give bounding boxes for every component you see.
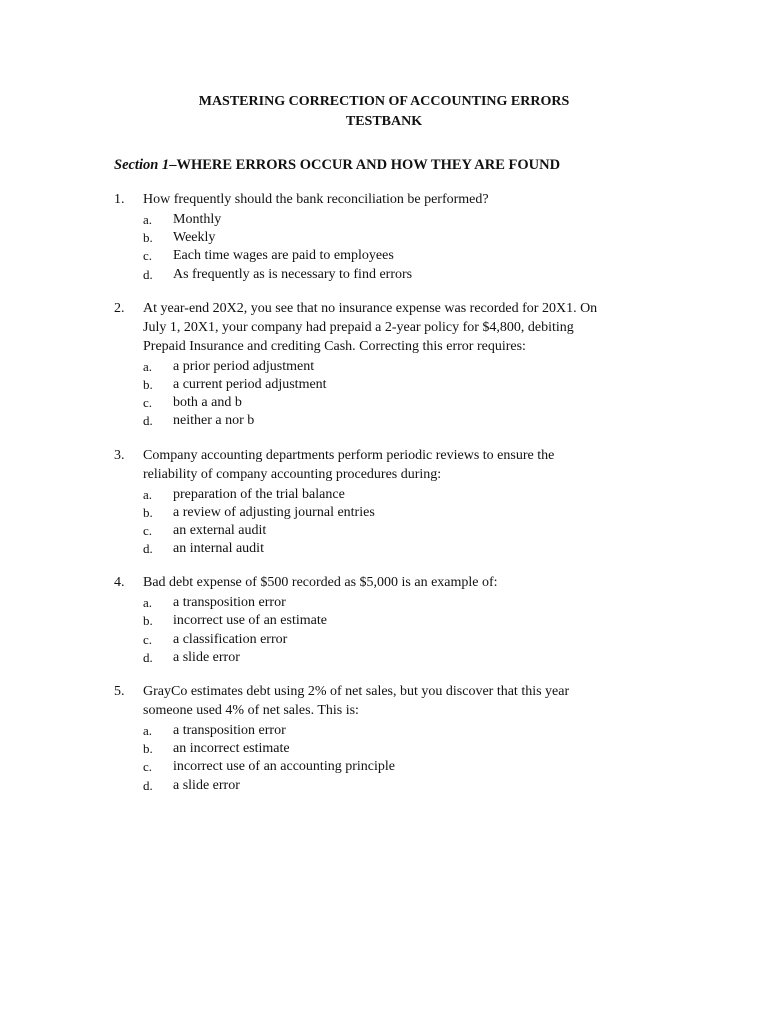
option-text: Each time wages are paid to employees [173, 248, 394, 264]
option-letter: c. [143, 395, 153, 411]
option-d [143, 649, 654, 667]
option-letter: a. [143, 723, 153, 738]
option-letter: d. [143, 413, 153, 429]
option-list [143, 358, 654, 431]
option-letter: c. [143, 631, 153, 647]
option-text: an internal audit [173, 541, 264, 557]
question-1 [114, 190, 654, 284]
option-text: incorrect use of an accounting principle [173, 759, 395, 775]
option-c [143, 631, 654, 649]
question-4 [114, 573, 654, 667]
option-letter: b. [143, 613, 153, 629]
document-title: MASTERING CORRECTION OF ACCOUNTING ERRORS [198, 94, 570, 109]
option-list [143, 594, 654, 667]
option-text: a transposition error [173, 595, 286, 611]
option-letter: d. [143, 266, 153, 282]
option-letter: d. [143, 541, 153, 557]
option-letter: b. [143, 230, 153, 246]
option-text: Weekly [173, 230, 216, 246]
option-c [143, 522, 654, 540]
option-letter: b. [143, 504, 153, 520]
question-3 [114, 446, 654, 559]
question-number: 5. [114, 684, 125, 699]
option-text: a review of adjusting journal entries [173, 504, 375, 520]
option-text: an incorrect estimate [173, 741, 290, 757]
option-text: a slide error [173, 777, 240, 793]
option-d [143, 412, 654, 430]
option-text: an external audit [173, 522, 267, 538]
section-heading [114, 155, 560, 175]
option-letter: b. [143, 741, 153, 757]
option-c [143, 394, 654, 412]
section-title: WHERE ERRORS OCCUR AND HOW THEY ARE FOUND [176, 157, 561, 173]
section-dash: – [169, 157, 177, 173]
option-text: a transposition error [173, 723, 286, 738]
question-5 [114, 682, 654, 795]
option-d [143, 266, 654, 284]
option-letter: a. [143, 486, 153, 502]
option-text: neither a nor b [173, 413, 255, 429]
option-letter: a. [143, 212, 153, 227]
question-number: 4. [114, 575, 125, 591]
option-c [143, 758, 654, 776]
option-letter: a. [143, 358, 153, 374]
option-letter: b. [143, 376, 153, 392]
question-stem: Company accounting departments perform periodic reviews to ensure the reliability of company accounting procedures during: [143, 447, 555, 482]
option-list [143, 211, 654, 284]
option-b [143, 740, 654, 758]
option-text: a prior period adjustment [173, 358, 315, 374]
option-text: a classification error [173, 631, 288, 647]
option-b [143, 504, 654, 522]
option-letter: c. [143, 248, 153, 264]
option-a [143, 594, 654, 612]
question-stem: GrayCo estimates debt using 2% of net sales, but you discover that this year someone used 4% of net sales. This is: [143, 684, 570, 718]
question-number: 2. [114, 300, 125, 316]
section-number: Section 1 [114, 157, 170, 173]
option-text: both a and b [173, 395, 242, 411]
option-list [143, 486, 654, 559]
option-text: a slide error [173, 649, 240, 665]
option-b [143, 376, 654, 394]
option-letter: d. [143, 649, 153, 665]
option-text: incorrect use of an estimate [173, 613, 327, 629]
option-b [143, 612, 654, 630]
option-b [143, 229, 654, 247]
question-number: 3. [114, 447, 125, 463]
option-a [143, 358, 654, 376]
option-d [143, 777, 654, 795]
option-text: a current period adjustment [173, 376, 327, 392]
question-stem: At year-end 20X2, you see that no insurance expense was recorded for 20X1. On July 1, 20X1, your company had prepaid a 2-year policy for $4,800, debiting Prepaid Insurance and crediting Cash. Correcting this error requires: [143, 300, 598, 354]
option-a [143, 486, 654, 504]
document-subtitle: TESTBANK [345, 114, 423, 129]
option-c [143, 247, 654, 265]
option-letter: c. [143, 759, 153, 775]
option-letter: d. [143, 777, 153, 793]
option-text: preparation of the trial balance [173, 486, 345, 502]
question-stem: How frequently should the bank reconciliation be performed? [143, 192, 489, 207]
question-stem: Bad debt expense of $500 recorded as $5,000 is an example of: [143, 575, 498, 591]
option-list [143, 722, 654, 795]
option-letter: a. [143, 595, 153, 611]
option-a [143, 211, 654, 229]
option-d [143, 540, 654, 558]
option-letter: c. [143, 522, 153, 538]
question-list [114, 190, 654, 795]
option-a [143, 722, 654, 740]
option-text: As frequently as is necessary to find errors [173, 266, 413, 282]
question-2 [114, 299, 654, 431]
option-text: Monthly [173, 212, 222, 227]
question-number: 1. [114, 192, 125, 207]
